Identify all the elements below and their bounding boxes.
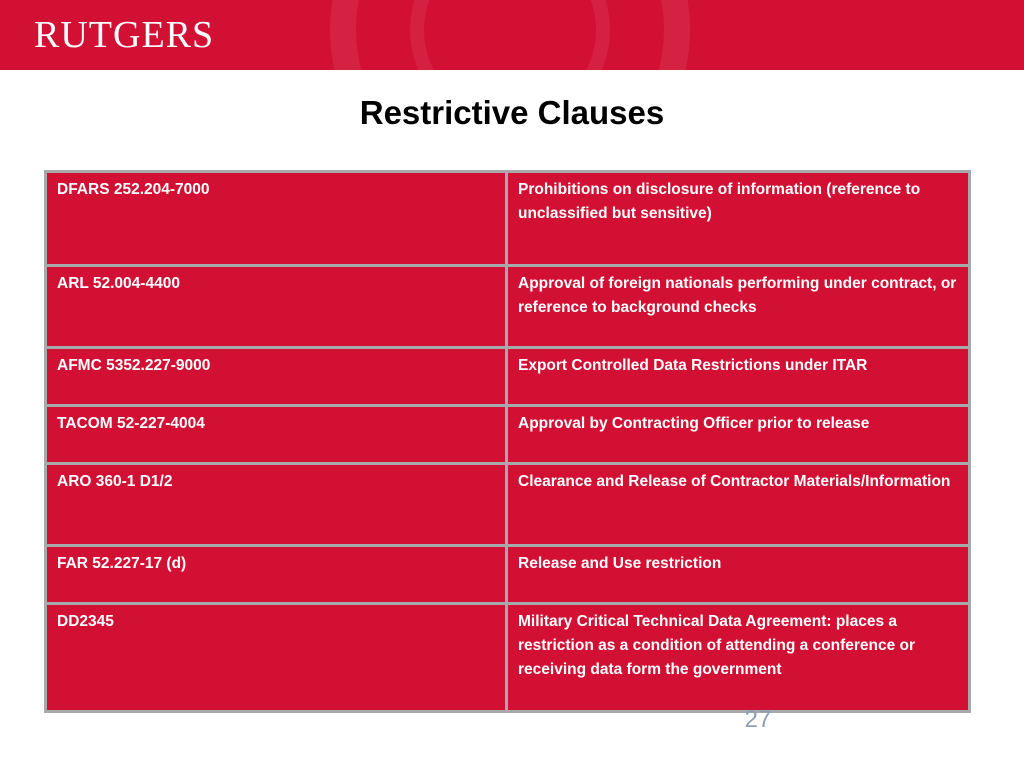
clause-cell: FAR 52.227-17 (d) — [46, 546, 507, 604]
table-row — [46, 406, 970, 464]
table-row — [46, 348, 970, 406]
clause-cell: DFARS 252.204-7000 — [46, 172, 507, 266]
page-number: 27 — [744, 706, 772, 733]
seal-watermark-inner — [410, 0, 610, 70]
table-row — [46, 546, 970, 604]
description-cell: Export Controlled Data Restrictions under ITAR — [507, 348, 970, 406]
description-cell: Military Critical Technical Data Agreement: places a restriction as a condition of attending a conference or receiving data form the government — [507, 604, 970, 712]
header-banner — [0, 0, 1024, 70]
description-cell: Approval by Contracting Officer prior to release — [507, 406, 970, 464]
table-row — [46, 464, 970, 546]
description-cell: Clearance and Release of Contractor Materials/Information — [507, 464, 970, 546]
table-row — [46, 266, 970, 348]
table-row — [46, 172, 970, 266]
clause-cell: AFMC 5352.227-9000 — [46, 348, 507, 406]
description-cell: Prohibitions on disclosure of information (reference to unclassified but sensitive) — [507, 172, 970, 266]
table-row — [46, 604, 970, 712]
rutgers-logo: RUTGERS — [34, 14, 215, 56]
clause-cell: ARO 360-1 D1/2 — [46, 464, 507, 546]
clause-cell: DD2345 — [46, 604, 507, 712]
page-title: Restrictive Clauses — [359, 94, 665, 131]
description-cell: Release and Use restriction — [507, 546, 970, 604]
description-cell: Approval of foreign nationals performing under contract, or reference to background checks — [507, 266, 970, 348]
clause-cell: ARL 52.004-4400 — [46, 266, 507, 348]
clause-cell: TACOM 52-227-4004 — [46, 406, 507, 464]
clauses-table — [44, 170, 971, 713]
